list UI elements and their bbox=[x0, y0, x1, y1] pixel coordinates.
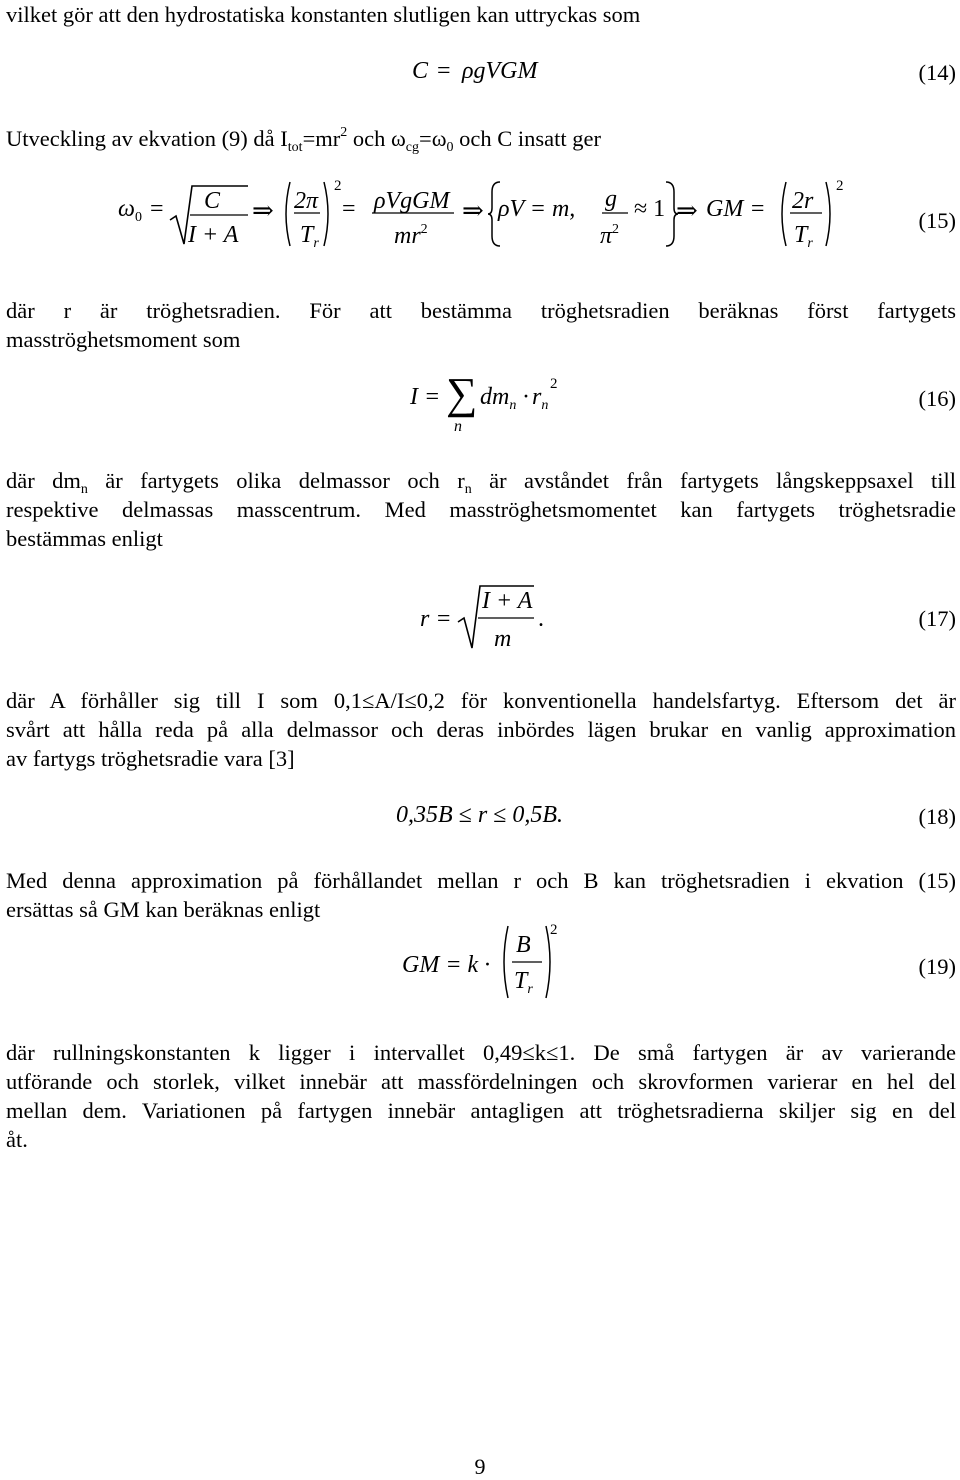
eq15-square-2: 2 bbox=[836, 178, 844, 194]
eq14-equals: = bbox=[437, 58, 451, 84]
eq19-square: 2 bbox=[550, 922, 558, 938]
eq17-den: m bbox=[494, 626, 512, 652]
intro-text: vilket gör att den hydrostatiska konstanten slutligen kan uttryckas som bbox=[6, 2, 641, 27]
eq17-number: (17) bbox=[918, 606, 956, 631]
eq15-frac2-num: 2π bbox=[294, 188, 319, 214]
eq15-rhoV-eq-m: ρV = m, bbox=[498, 196, 576, 222]
para-approx-line1: Med denna approximation på förhållandet mellan r och B kan tröghetsradien i ekvation (15) bbox=[6, 868, 956, 893]
eq15-frac5-den: $T_r$ bbox=[794, 222, 813, 251]
eq16-r: $r_n$ bbox=[532, 384, 549, 413]
eq18-number: (18) bbox=[918, 804, 956, 829]
eq14-rhs: ρgVGM bbox=[462, 58, 538, 84]
eq16-sigma-sub: n bbox=[454, 418, 462, 435]
eq16-sigma: ∑ bbox=[446, 369, 478, 418]
para-radius-line2: masströghetsmoment som bbox=[6, 327, 241, 352]
eq15-omega: $\omega_0$ bbox=[118, 196, 142, 225]
para-dm-line1: där $dm_n$ är fartygets olika delmassor och $r_n$ är avståndet från fartygets långskeppsaxel till bbox=[6, 468, 956, 497]
eq16-dm: $dm_n$ bbox=[480, 384, 517, 413]
eq15-frac3-num: ρVgGM bbox=[374, 188, 450, 214]
eq15-frac4-num: g bbox=[605, 186, 617, 212]
para-A-line2: svårt att hålla reda på alla delmassor och deras inbördes lägen brukar en vanlig approximation bbox=[6, 717, 956, 742]
eq19-den: $T_r$ bbox=[514, 968, 533, 997]
para-approx-line2: ersättas så GM kan beräknas enligt bbox=[6, 897, 321, 922]
para-k-line3: mellan dem. Variationen på fartygen innebär antagligen att tröghetsradierna skiljer sig en del bbox=[6, 1098, 956, 1123]
eq16-dot: · bbox=[522, 384, 530, 410]
para-radius-line1: där r är tröghetsradien. För att bestämma tröghetsradien beräknas först fartygets bbox=[6, 298, 956, 323]
para-A-line3: av fartygs tröghetsradie vara [3] bbox=[6, 746, 295, 771]
para-k-line4: åt. bbox=[6, 1127, 28, 1152]
eq15-equals-1: = bbox=[150, 196, 164, 222]
eq16-r-sup: 2 bbox=[550, 376, 558, 392]
para-A-line1: där A förhåller sig till I som 0,1≤A/I≤0,2 för konventionella handelsfartyg. Eftersom det är bbox=[6, 688, 956, 713]
eq15-approx-one: ≈ 1 bbox=[634, 196, 666, 222]
eq15-frac2-den: $T_r$ bbox=[300, 222, 319, 251]
eq15-frac1-den: I + A bbox=[188, 222, 239, 248]
eq19-GM-eq-k: GM = k · bbox=[402, 952, 491, 978]
eq15-frac4-den: $\pi^2$ bbox=[600, 222, 620, 249]
eq15-implies-2: ⇒ bbox=[462, 196, 484, 225]
eq17-r-eq: r = bbox=[420, 606, 452, 632]
eq15-square-1: 2 bbox=[334, 178, 342, 194]
eq15-frac1-num: C bbox=[204, 188, 221, 214]
eq17-num: I + A bbox=[482, 588, 533, 614]
page-number: 9 bbox=[474, 1454, 486, 1479]
para-dm-line3: bestämmas enligt bbox=[6, 526, 163, 551]
eq9-intro-text: Utveckling av ekvation (9) då $I_{tot}=mr^2$ och $\omega_{cg}=\omega_0$ och C insatt ger bbox=[6, 125, 601, 155]
eq15-frac3-den: $mr^2$ bbox=[394, 222, 428, 249]
para-dm-line2: respektive delmassas masscentrum. Med masströghetsmomentet kan fartygets tröghetsradie bbox=[6, 497, 956, 522]
eq14-number: (14) bbox=[918, 60, 956, 85]
eq15-equals-2: = bbox=[342, 196, 356, 222]
eq14-C: C bbox=[412, 58, 429, 84]
eq15-frac5-num: 2r bbox=[792, 188, 814, 214]
eq17-period: . bbox=[538, 606, 544, 632]
para-k-line1: där rullningskonstanten k ligger i intervallet 0,49≤k≤1. De små fartygen är av varierande bbox=[6, 1040, 956, 1065]
eq15-number: (15) bbox=[918, 208, 956, 233]
eq15-implies-3: ⇒ bbox=[676, 196, 698, 225]
eq19-num: B bbox=[516, 932, 531, 958]
eq16-I-eq: I = bbox=[410, 384, 441, 410]
eq19-number: (19) bbox=[918, 954, 956, 979]
eq16-number: (16) bbox=[918, 386, 956, 411]
eq15-implies-1: ⇒ bbox=[252, 196, 274, 225]
para-k-line2: utförande och storlek, vilket innebär att massfördelningen och skrovformen varierar en hel del bbox=[6, 1069, 956, 1094]
eq18-expression: 0,35B ≤ r ≤ 0,5B. bbox=[396, 802, 564, 828]
eq15-GM-eq: GM = bbox=[706, 196, 766, 222]
